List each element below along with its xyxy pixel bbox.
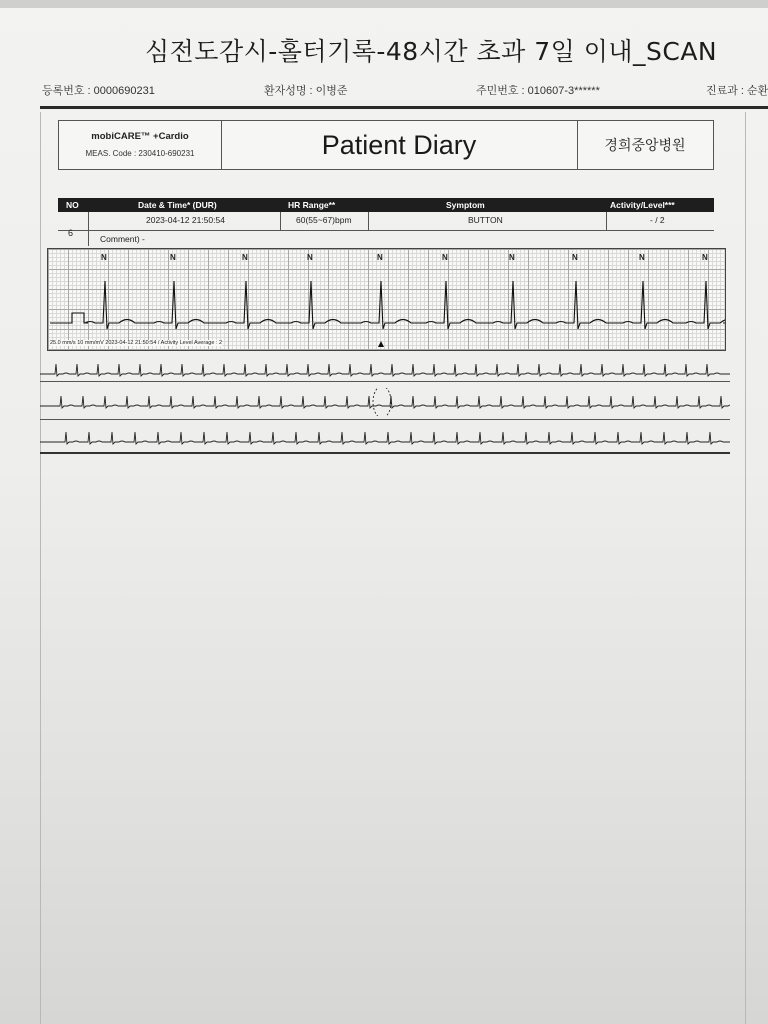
event-circle — [373, 388, 391, 416]
strip-divider — [40, 381, 730, 382]
department: 진료과 : 순환 — [706, 85, 768, 97]
header-rule — [40, 106, 768, 109]
beat-label: N — [572, 253, 578, 262]
ecg-trace — [48, 249, 725, 350]
beat-label: N — [509, 253, 515, 262]
strip-divider — [40, 419, 730, 420]
col-activity: Activity/Level*** — [610, 200, 675, 210]
col-datetime: Date & Time* (DUR) — [138, 200, 217, 210]
row-datetime: 2023-04-12 21:50:54 — [146, 215, 225, 225]
beat-label: N — [242, 253, 248, 262]
strip-bottom-rule — [40, 452, 730, 454]
table-row — [58, 212, 714, 231]
table-divider — [368, 212, 369, 230]
brand-cell — [59, 121, 222, 169]
paper-top-edge — [0, 0, 768, 8]
document-title: 심전도감시-홀터기록-48시간 초과 7일 이내_SCAN — [145, 37, 718, 66]
row-number: 6 — [68, 228, 74, 238]
report-header-box — [58, 120, 714, 170]
beat-label: N — [639, 253, 645, 262]
beat-label: N — [442, 253, 448, 262]
beat-label: N — [307, 253, 313, 262]
row-symptom: BUTTON — [468, 215, 503, 225]
ecg-footer: 25.0 mm/s 10 mm/mV 2023-04-12 21:50:54 / Activity Level Average : 2 — [50, 340, 223, 346]
meas-code: MEAS. Code : 230410-690231 — [85, 149, 195, 158]
ecg-strip-1 — [40, 356, 730, 384]
event-marker-icon — [378, 341, 384, 347]
ecg-strip-2 — [40, 388, 730, 416]
registration-number: 등록번호 : 0000690231 — [42, 85, 155, 97]
row-activity: - / 2 — [650, 215, 665, 225]
col-symptom: Symptom — [446, 200, 485, 210]
resident-number: 주민번호 : 010607-3****** — [476, 85, 600, 97]
diary-title: Patient Diary — [321, 130, 477, 160]
beat-label: N — [702, 253, 708, 262]
ecg-strip-3 — [40, 424, 730, 452]
row-comment: Comment) - — [100, 234, 145, 244]
table-divider — [280, 212, 281, 230]
col-no: NO — [66, 200, 79, 210]
row-hr-range: 60(55~67)bpm — [296, 215, 352, 225]
ecg-detail-panel — [47, 248, 726, 351]
beat-label: N — [170, 253, 176, 262]
beat-label: N — [377, 253, 383, 262]
table-divider — [606, 212, 607, 230]
table-divider — [88, 212, 89, 246]
patient-name: 환자성명 : 이병준 — [264, 85, 348, 97]
device-brand: mobiCARE™ +Cardio — [91, 131, 189, 142]
col-hr-range: HR Range** — [288, 200, 336, 210]
hospital-name: 경희중앙병원 — [604, 138, 686, 154]
table-header — [58, 198, 714, 212]
beat-label: N — [101, 253, 107, 262]
